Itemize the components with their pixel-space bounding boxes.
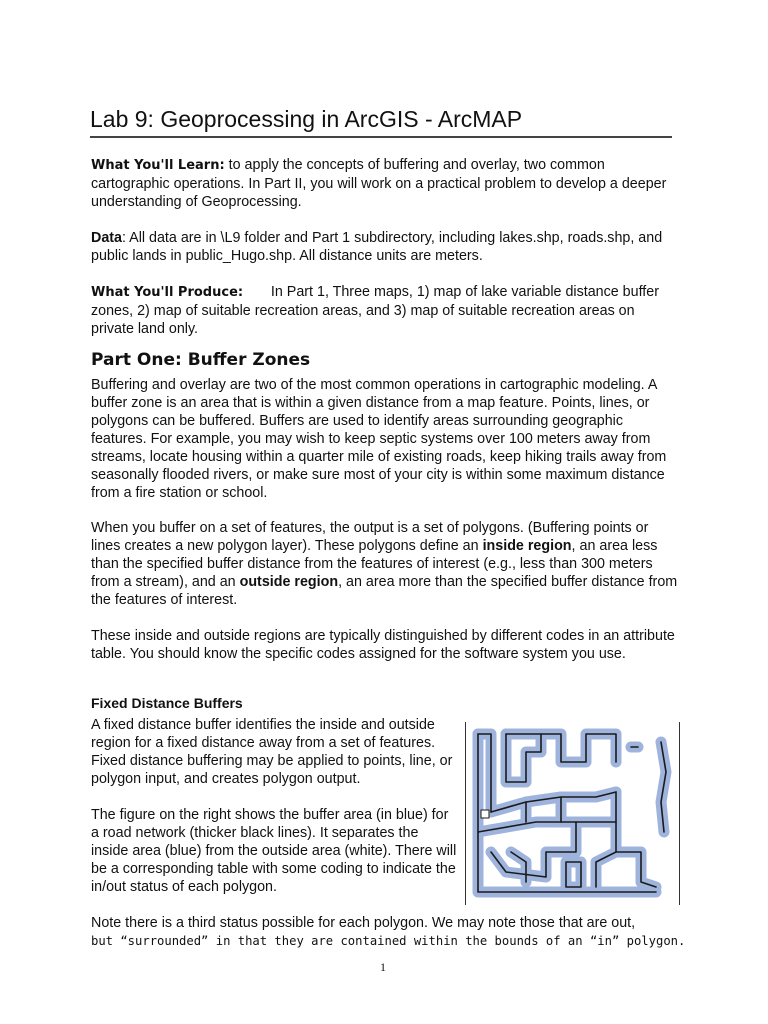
fixed-distance-heading: Fixed Distance Buffers	[91, 695, 243, 711]
figure-description-paragraph: The figure on the right shows the buffer area (in blue) for a road network (thicker black lines). It separates the inside area (blue) from the outside area (white). There will be a corresponding table with some coding to indicate the in/out status of each polygon.	[91, 807, 457, 895]
inside-region-term: inside region	[482, 538, 572, 554]
part-one-heading: Part One: Buffer Zones	[91, 350, 311, 370]
note-line-2: but “surrounded” in that they are contained within the bounds of an “in” polygon.	[91, 934, 686, 948]
data-paragraph	[91, 229, 681, 265]
road-buffer-figure	[465, 722, 680, 905]
produce-text: In Part 1, Three maps, 1) map of lake variable distance buffer zones, 2) map of suitable recreation areas, and 3) map of suitable recreation areas on private land only.	[91, 284, 663, 337]
para2-text-e: , an area more than the specified buffer distance from the features of interest.	[91, 574, 678, 608]
map-marker	[481, 810, 489, 818]
inside-outside-paragraph	[91, 519, 681, 609]
para2-text-c: , an area less than the specified buffer distance from the features of interest (e.g., less than 300 meters from a stream), and an	[91, 538, 658, 590]
codes-paragraph: These inside and outside regions are typically distinguished by different codes in an attribute table. You should know the specific codes assigned for the software system you use.	[91, 628, 675, 662]
buffering-paragraph: Buffering and overlay are two of the most common operations in cartographic modeling. A buffer zone is an area that is within a given distance from a map feature. Points, lines, or polygons can be buffered. Buffers are used to identify areas surrounding geographic features. For example, you may wish to keep septic systems over 100 meters away from streams, locate housing within a quarter mile of existing roads, keep hiking trails away from seasonally flooded rivers, or make sure most of your city is within some maximum distance from a fire station or school.	[91, 377, 667, 501]
outside-region-term: outside region	[239, 574, 339, 590]
para2-text-a: When you buffer on a set of features, the output is a set of polygons. (Buffering points or lines creates a new polygon layer). These polygons define an	[91, 520, 649, 554]
learn-label: What You'll Learn:	[91, 158, 225, 173]
data-label: Data	[91, 230, 122, 246]
fixed-buffer-paragraph: A fixed distance buffer identifies the inside and outside region for a fixed distance away from a set of features. Fixed distance buffering may be applied to points, line, or polygon input, and creates polygon output.	[91, 717, 453, 787]
title-rule	[90, 136, 672, 138]
produce-paragraph	[91, 283, 681, 338]
data-text: : All data are in \L9 folder and Part 1 subdirectory, including lakes.shp, roads.shp, and public lands in public_Hugo.shp. All distance units are meters.	[91, 230, 663, 264]
learn-paragraph	[91, 156, 681, 211]
note-line-1: Note there is a third status possible for each polygon. We may note those that are out,	[91, 915, 636, 931]
road-buffer-map	[466, 722, 679, 905]
produce-label: What You'll Produce:	[91, 285, 244, 300]
page-number: 1	[380, 960, 386, 974]
page-title: Lab 9: Geoprocessing in ArcGIS - ArcMAP	[90, 106, 523, 132]
learn-text: to apply the concepts of buffering and overlay, two common cartographic operations. In Part II, you will work on a practical problem to develop a deeper understanding of Geoprocessing.	[91, 157, 667, 210]
